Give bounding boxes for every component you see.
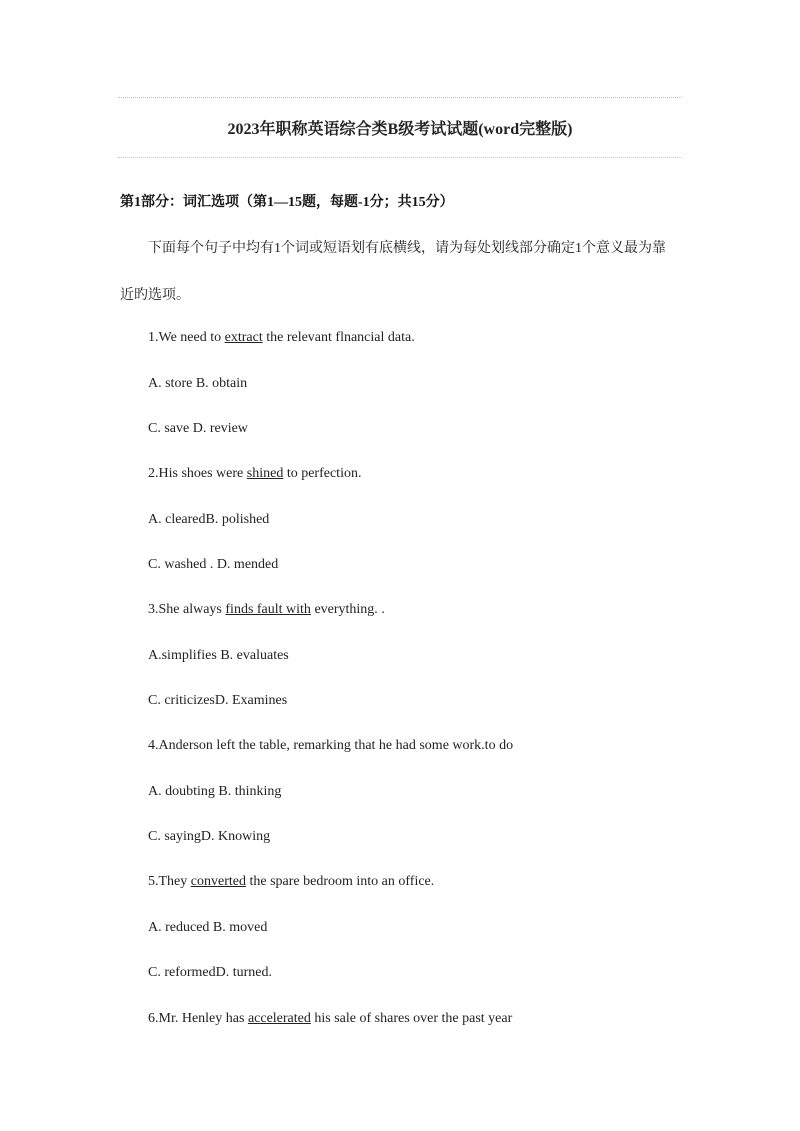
question-4 xyxy=(148,738,513,754)
question-2-options-c-d: C. washed . D. mended xyxy=(148,557,279,572)
section-heading: 第1部分：词汇选项（第1—15题，每题-1分；共15分） xyxy=(120,195,454,210)
underlined-term: shined xyxy=(246,466,284,481)
question-text-after: everything. . xyxy=(310,602,385,617)
header-rule-bottom xyxy=(118,157,682,158)
question-5 xyxy=(148,874,434,890)
question-6 xyxy=(148,1011,512,1027)
question-3-options-a-b: A.simplifies B. evaluates xyxy=(148,648,289,663)
question-5-options-c-d: C. reformedD. turned. xyxy=(148,965,273,980)
instruction-line-2: 近旳选项。 xyxy=(120,288,190,303)
question-1-options-a-b: A. store B. obtain xyxy=(148,376,248,391)
instruction-line-1: 下面每个句子中均有1个词或短语划有底横线，请为每处划线部分确定1个意义最为靠 xyxy=(148,241,666,256)
question-1-options-c-d: C. save D. review xyxy=(148,421,248,436)
question-text-after: his sale of shares over the past year xyxy=(310,1011,513,1026)
question-text-before: 4.Anderson left the table, remarking that he had some work.to do xyxy=(148,738,514,753)
underlined-term: extract xyxy=(224,330,263,345)
question-2-options-a-b: A. clearedB. polished xyxy=(148,512,270,527)
document-title: 2023年职称英语综合类B级考试试题(word完整版) xyxy=(227,121,573,138)
underlined-term: accelerated xyxy=(247,1011,311,1026)
question-text-before: 3.She always xyxy=(148,602,226,617)
question-text-after: the relevant flnancial data. xyxy=(262,330,415,345)
question-4-options-a-b: A. doubting B. thinking xyxy=(148,784,282,799)
underlined-term: finds fault with xyxy=(225,602,311,617)
question-text-after: to perfection. xyxy=(283,466,362,481)
underlined-term: converted xyxy=(190,874,246,889)
question-text-before: 6.Mr. Henley has xyxy=(148,1011,248,1026)
question-2 xyxy=(148,466,361,482)
question-text-before: 2.His shoes were xyxy=(148,466,247,481)
question-4-options-c-d: C. sayingD. Knowing xyxy=(148,829,271,844)
question-3-options-c-d: C. criticizesD. Examines xyxy=(148,693,288,708)
question-3 xyxy=(148,602,385,618)
question-text-before: 5.They xyxy=(148,874,191,889)
question-text-after: the spare bedroom into an office. xyxy=(245,874,435,889)
question-5-options-a-b: A. reduced B. moved xyxy=(148,920,268,935)
question-1 xyxy=(148,330,415,346)
question-text-before: 1.We need to xyxy=(148,330,225,345)
header-rule-top xyxy=(118,97,682,98)
